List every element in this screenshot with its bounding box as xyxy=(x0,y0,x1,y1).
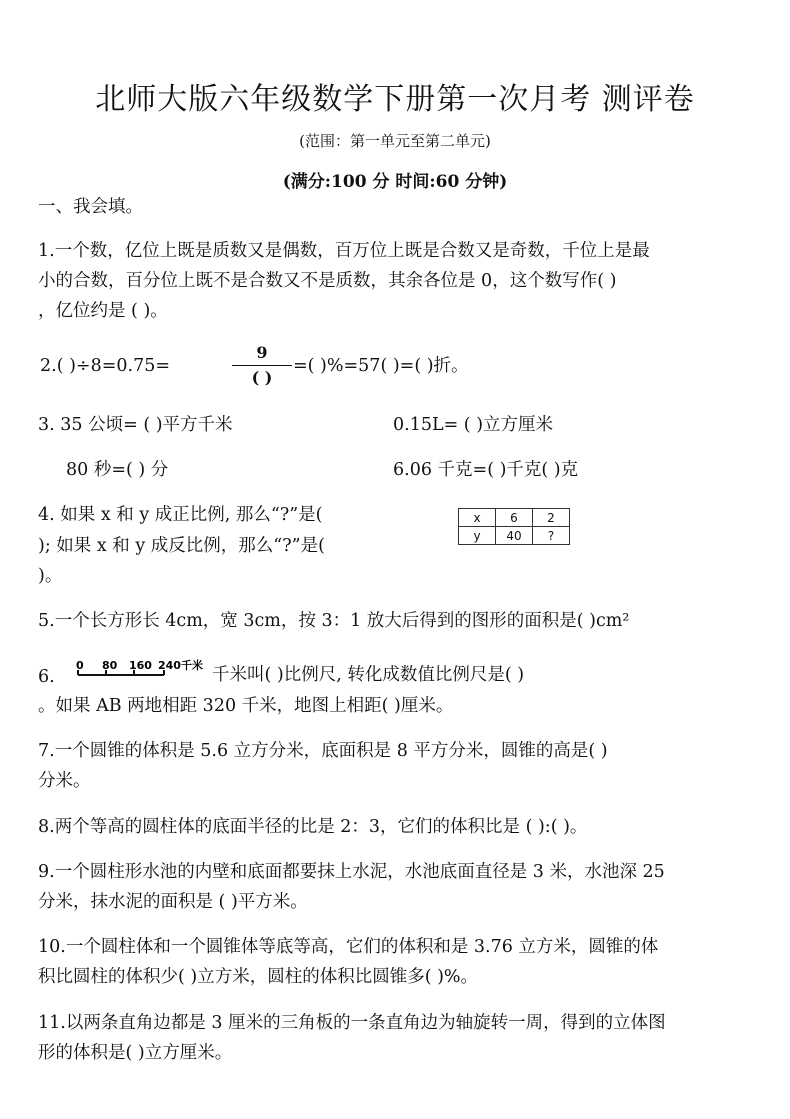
q3-part-a: 3. 35 公顷= ( )平方千米 xyxy=(38,415,233,435)
q2-fraction-numerator: 9 xyxy=(256,343,268,362)
section-heading: 一、我会填。 xyxy=(38,197,143,217)
table-cell: ? xyxy=(533,527,570,545)
table-cell: 6 xyxy=(496,509,533,527)
scale-label-240: 240千米 xyxy=(158,659,203,672)
scale-label-160: 160 xyxy=(129,659,152,672)
q1-line2: 小的合数，百分位上既不是合数又不是质数，其余各位是 0，这个数写作( ) xyxy=(38,271,617,291)
table-cell: y xyxy=(459,527,496,545)
q10-line2: 积比圆柱的体积少( )立方米，圆柱的体积比圆锥多( )%。 xyxy=(38,967,479,987)
q2-fraction-bar xyxy=(232,365,292,366)
q2-before: 2.( )÷8=0.75= xyxy=(40,356,171,376)
line-scale-ruler xyxy=(72,657,212,687)
q5-line1: 5.一个长方形长 4cm，宽 3cm，按 3：1 放大后得到的图形的面积是( )cm² xyxy=(38,611,630,631)
q6-line1: 千米叫( )比例尺, 转化成数值比例尺是( ) xyxy=(212,665,525,685)
q1-line1: 1.一个数，亿位上既是质数又是偶数，百万位上既是合数又是奇数，千位上是最 xyxy=(38,241,650,261)
q3-part-b: 0.15L= ( )立方厘米 xyxy=(393,415,554,435)
q11-line1: 11.以两条直角边都是 3 厘米的三角板的一条直角边为轴旋转一周，得到的立体图 xyxy=(38,1013,666,1033)
scale-label-0: 0 xyxy=(76,659,84,672)
table-row xyxy=(459,527,570,545)
scale-label-80: 80 xyxy=(102,659,118,672)
q4-line2: ); 如果 x 和 y 成反比例，那么“?”是( xyxy=(38,536,325,556)
q2-fraction xyxy=(232,343,292,388)
q9-line2: 分米，抹水泥的面积是 ( )平方米。 xyxy=(38,892,308,912)
q10-line1: 10.一个圆柱体和一个圆锥体等底等高，它们的体积和是 3.76 立方米，圆锥的体 xyxy=(38,937,659,957)
q4-line3: )。 xyxy=(38,566,63,586)
q2-after: =( )%=57( )=( )折。 xyxy=(293,356,469,376)
q3-part-d: 6.06 千克=( )千克( )克 xyxy=(393,460,579,480)
q7-line2: 分米。 xyxy=(38,771,91,791)
exam-range: (范围：第一单元至第二单元) xyxy=(299,132,491,150)
table-cell: 40 xyxy=(496,527,533,545)
q6-number: 6. xyxy=(38,667,55,687)
q9-line1: 9.一个圆柱形水池的内壁和底面都要抹上水泥，水池底面直径是 3 米，水池深 25 xyxy=(38,862,665,882)
q7-line1: 7.一个圆锥的体积是 5.6 立方分米，底面积是 8 平方分米，圆锥的高是( ) xyxy=(38,741,608,761)
q3-part-c: 80 秒=( ) 分 xyxy=(66,460,169,480)
score-time: (满分:100 分 时间:60 分钟) xyxy=(282,172,508,192)
table-cell: 2 xyxy=(533,509,570,527)
page-title: 北师大版六年级数学下册第一次月考 测评卷 xyxy=(95,82,695,117)
table-row xyxy=(459,509,570,527)
q6-line2: 。如果 AB 两地相距 320 千米，地图上相距( )厘米。 xyxy=(38,696,454,716)
q8-line1: 8.两个等高的圆柱体的底面半径的比是 2：3，它们的体积比是 ( ):( )。 xyxy=(38,817,588,837)
q2-fraction-denominator: ( ) xyxy=(251,368,273,387)
q4-line1: 4. 如果 x 和 y 成正比例, 那么“?”是( xyxy=(38,505,323,525)
xy-table xyxy=(458,508,570,545)
q1-line3: ，亿位约是 ( )。 xyxy=(38,301,168,321)
table-cell: x xyxy=(459,509,496,527)
q11-line2: 形的体积是( )立方厘米。 xyxy=(38,1043,233,1063)
